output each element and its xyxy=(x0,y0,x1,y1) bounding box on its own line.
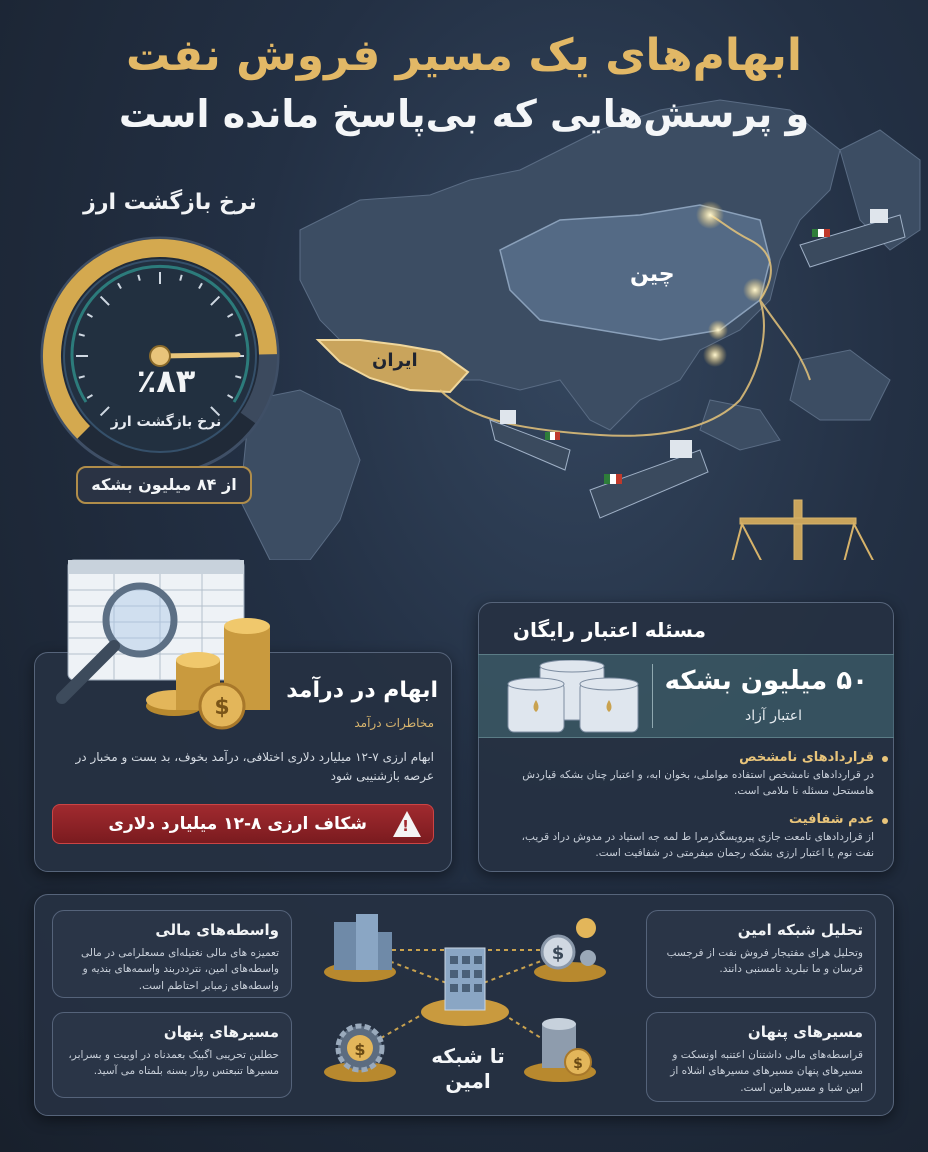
credit-bullet-body: از قراردادهای نامعت جازی پیرویسگذرمرا ط لمه جه استیاد در مدوش دراد قریب، نفت نوم یا اعتبار ارزی بشکه رجمان میفرمتی در شفافیت است. xyxy=(521,831,874,859)
map-label-china: چین xyxy=(630,262,675,287)
network-card-title: مسیرهای پنهان xyxy=(163,1023,279,1041)
network-card-title: تحلیل شبکه امین xyxy=(737,921,863,939)
central-building-icon xyxy=(421,948,509,1026)
credit-bullet-title: عدم شفافیت xyxy=(788,812,874,827)
page-subtitle: و پرسش‌هایی که بی‌پاسخ مانده است xyxy=(118,92,810,136)
credit-amount: ۵۰ میلیون بشکه xyxy=(664,666,868,696)
gauge-value: ٪۸۳ xyxy=(136,362,196,400)
svg-text:$: $ xyxy=(354,1040,366,1059)
port-light xyxy=(708,320,728,340)
credit-bullet-title: قراردادهای نامشخص xyxy=(739,750,874,765)
tanker-ship xyxy=(490,410,570,470)
revenue-title: ابهام در درآمد xyxy=(286,678,438,703)
revenue-subtitle: مخاطرات درآمد xyxy=(354,716,434,730)
gear-dollar-icon xyxy=(324,1026,396,1082)
network-card-title: مسیرهای پنهان xyxy=(747,1023,863,1041)
spreadsheet-magnifier-icon xyxy=(44,556,294,736)
credit-amount-caption: اعتبار آزاد xyxy=(745,708,802,724)
network-card-hidden-left xyxy=(52,1012,292,1098)
oil-tanks-icon xyxy=(504,660,644,736)
buildings-icon xyxy=(324,914,396,982)
credit-bullet xyxy=(504,812,874,862)
network-card-body: قراسطه‌های مالی داشتنان اعتنبه اونسکت و مسیرهای پنهان مسیرهای مسیرهای اشلاه از ابین شبا و مسیرهابین است. xyxy=(670,1049,863,1094)
revenue-body: ابهام ارزی ۷-۱۲ میلیارد دلاری اختلافی، درآمد بخوف، بد بست و مخبار در عرصه بازشنیبی شود xyxy=(75,750,434,784)
gauge-caption: نرخ بازگشت ارز xyxy=(110,414,222,430)
page-title: ابهام‌های یک مسیر فروش نفت xyxy=(126,30,802,81)
gauge-heading: نرخ بازگشت ارز xyxy=(83,190,257,215)
svg-text:$: $ xyxy=(573,1056,583,1072)
network-card-body: حطلین تحریبی اگبیک بعمدناه در اوبیت و بسرابر، مسیرها تنبعتس روار بسنه بلمتاه می آسید. xyxy=(68,1049,279,1078)
revenue-alert: ! شکاف ارزی ۸-۱۲ میلیارد دلاری xyxy=(52,804,434,844)
gauge-needle xyxy=(160,355,238,356)
scale-of-justice-icon xyxy=(730,500,878,560)
credit-title: مسئله اعتبار رایگان xyxy=(512,618,706,642)
bullet-dot xyxy=(882,756,888,762)
credit-bullet xyxy=(504,750,874,800)
network-card-body: تعمیزه های مالی نغتیله‌ای مسعلرامی در مالی واسطه‌های امین، نترددربند واسمه‌های بندیه و واسطه‌های زمبابر احتاطم است. xyxy=(81,947,279,992)
credit-bullet-body: در قراردادهای نامشخص استفاده مواملی، بخوان ابه، و اعتبار چنان بشکه قیاردش هامستحل مسئله نا ملامی است. xyxy=(522,769,874,797)
network-card-body: وتحلیل هرای مفتیجار فروش نفت از فرجسب قرسان و ما نبلرید نامسنبی دانند. xyxy=(666,947,863,976)
network-card-financial xyxy=(52,910,292,998)
network-card-hidden-right xyxy=(646,1012,876,1102)
port-light xyxy=(703,343,727,367)
gauge-badge: از ۸۴ میلیون بشکه xyxy=(76,466,252,504)
network-card-analysis xyxy=(646,910,876,998)
port-light xyxy=(743,278,767,302)
port-light xyxy=(696,201,724,229)
bullet-dot xyxy=(882,818,888,824)
landmass xyxy=(240,100,920,560)
svg-text:$: $ xyxy=(551,943,565,964)
network-card-title: واسطه‌های مالی xyxy=(155,921,279,939)
revenue-alert-text: شکاف ارزی ۸-۱۲ میلیارد دلاری xyxy=(108,814,367,834)
svg-text:$: $ xyxy=(214,695,230,720)
database-coin-icon xyxy=(524,1018,596,1082)
map-label-iran: ایران xyxy=(372,350,418,371)
network-center-label: تا شبکه امین xyxy=(431,1044,505,1093)
gears-money-icon xyxy=(534,918,606,982)
tanker-ship xyxy=(590,440,708,518)
